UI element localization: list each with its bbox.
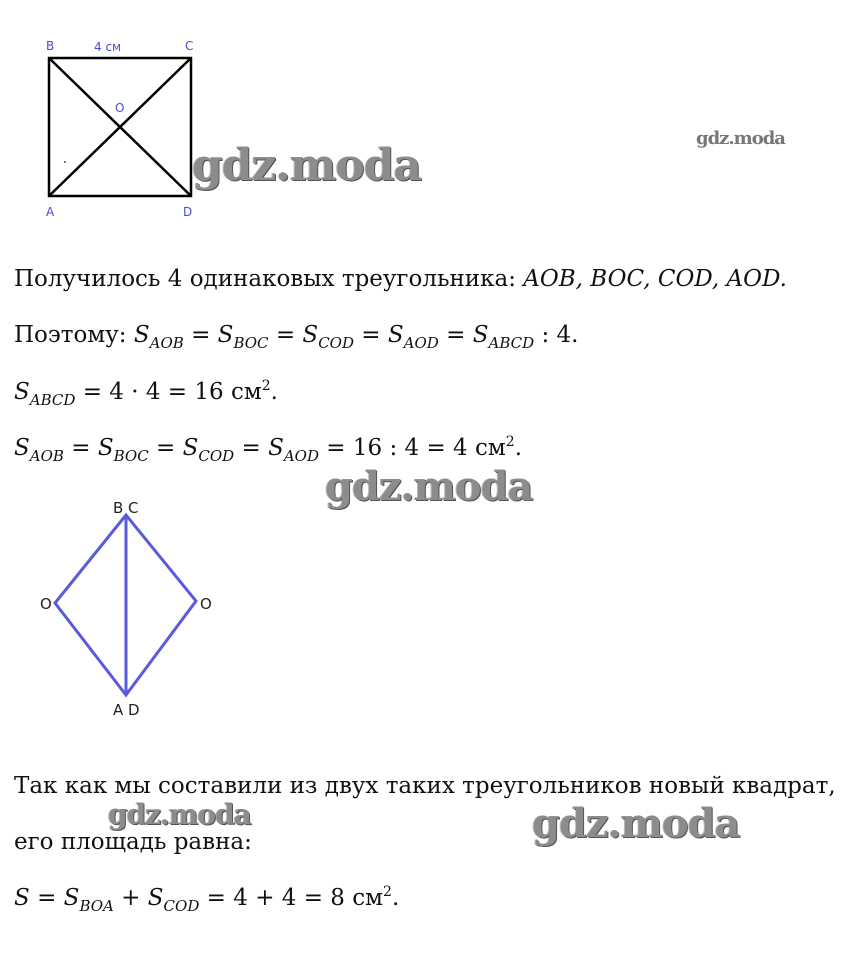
- label-a: A: [46, 205, 55, 219]
- eq: =: [148, 435, 183, 461]
- line5-text: Так как мы составили из двух таких треугольников новый квадрат,: [14, 773, 836, 799]
- period: .: [270, 379, 278, 405]
- s-symbol: S: [268, 435, 284, 461]
- label-d: D: [183, 205, 193, 219]
- sub-aod: AOD: [283, 447, 319, 465]
- plus: +: [113, 885, 148, 911]
- squared: 2: [505, 434, 515, 450]
- line6-text: его площадь равна:: [14, 829, 252, 855]
- s-symbol: S: [14, 379, 30, 405]
- label-o-right: O: [200, 595, 212, 613]
- line-four-triangles: [14, 266, 787, 292]
- stray-dot: [64, 161, 66, 163]
- sub-cod: COD: [163, 897, 200, 915]
- line1-text: Получилось 4 одинаковых треугольника:: [14, 266, 524, 292]
- s-symbol: S: [472, 322, 489, 348]
- line-triangle-area: [14, 434, 522, 465]
- watermark-1: gdz.moda: [192, 140, 422, 191]
- eq: =: [354, 322, 388, 348]
- watermark-2: gdz.moda: [696, 128, 785, 149]
- eq: =: [183, 322, 218, 348]
- line-its-area: [14, 829, 252, 855]
- sub-boa: BOA: [79, 897, 114, 915]
- sub-boc: BOC: [233, 334, 269, 352]
- line1-math: AOB, BOC, COD, AOD.: [523, 266, 787, 292]
- side-length-label: 4 см: [94, 40, 122, 54]
- divide-four: : 4.: [534, 322, 579, 348]
- square-figure: [40, 36, 210, 221]
- line4-tail: = 16 : 4 = 4 см: [318, 435, 506, 461]
- line-area-equality: [14, 322, 578, 352]
- eq: =: [29, 885, 64, 911]
- line7-tail: = 4 + 4 = 8 см: [199, 885, 384, 911]
- label-b: B: [46, 39, 55, 53]
- s-symbol: S: [133, 322, 150, 348]
- sub-abcd: ABCD: [29, 391, 76, 409]
- s-symbol: S: [97, 435, 114, 461]
- sub-aob: AOB: [29, 447, 64, 465]
- watermark-3: gdz.moda: [325, 463, 533, 510]
- sub-aod: AOD: [403, 334, 439, 352]
- s-symbol: S: [147, 885, 164, 911]
- line2-prefix: Поэтому:: [14, 322, 134, 348]
- sub-cod: COD: [198, 447, 235, 465]
- line3-tail: = 4 · 4 = 16 см: [75, 379, 262, 405]
- eq: =: [234, 435, 269, 461]
- eq: =: [268, 322, 303, 348]
- label-o: O: [115, 101, 125, 115]
- s-symbol: S: [63, 885, 80, 911]
- period: .: [514, 435, 522, 461]
- s-symbol: S: [14, 435, 30, 461]
- line-final-area: [14, 884, 399, 915]
- label-ad: A D: [113, 701, 140, 719]
- watermark-4: gdz.moda: [108, 798, 251, 831]
- s-symbol: S: [14, 885, 30, 911]
- rhombus-figure: [30, 495, 245, 720]
- line-square-area: [14, 378, 278, 409]
- s-symbol: S: [387, 322, 404, 348]
- label-c: C: [185, 39, 194, 53]
- sub-aob: AOB: [149, 334, 184, 352]
- s-symbol: S: [302, 322, 319, 348]
- s-symbol: S: [217, 322, 234, 348]
- s-symbol: S: [182, 435, 199, 461]
- sub-cod: COD: [318, 334, 354, 352]
- squared: 2: [383, 884, 392, 900]
- squared: 2: [261, 378, 271, 394]
- sub-boc: BOC: [113, 447, 149, 465]
- sub-abcd: ABCD: [488, 334, 535, 352]
- line-new-square: [14, 773, 836, 799]
- watermark-5: gdz.moda: [532, 800, 740, 847]
- label-o-left: O: [40, 595, 52, 613]
- eq: =: [438, 322, 473, 348]
- eq: =: [63, 435, 98, 461]
- label-bc: B C: [113, 499, 139, 517]
- period: .: [391, 885, 400, 911]
